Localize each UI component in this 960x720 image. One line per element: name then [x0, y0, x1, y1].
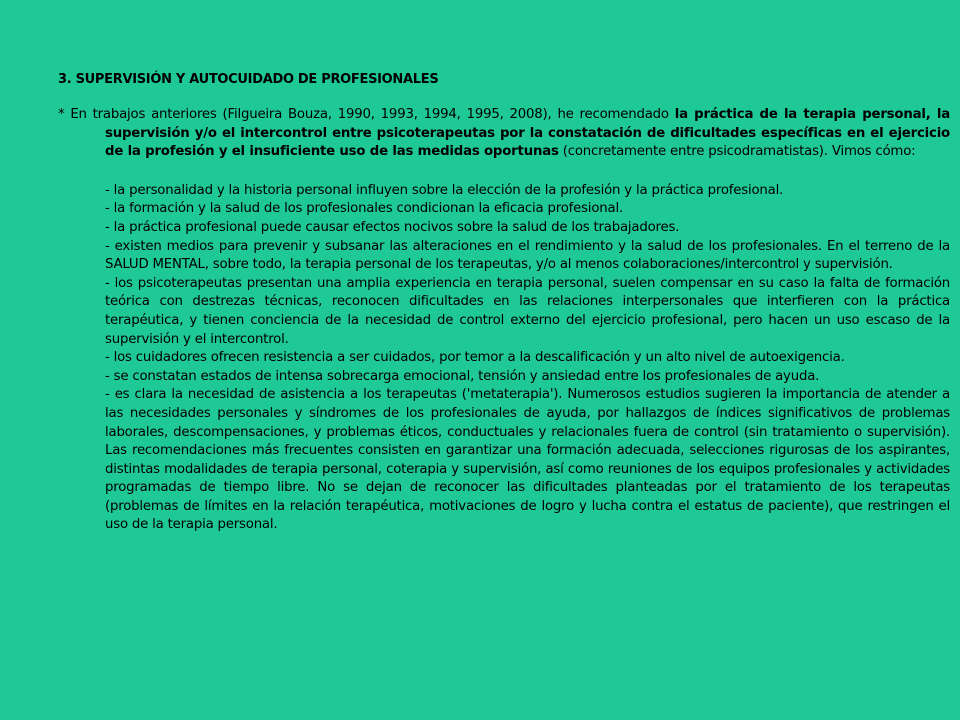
- bullet-item: - existen medios para prevenir y subsanar las alteraciones en el rendimiento y la salud de los profesionales. En el terreno de la SALUD MENTAL, sobre todo, la terapia personal de los terapeutas, y/o al menos colaboraciones/intercontrol y supervisión.: [105, 238, 950, 273]
- slide-content: [58, 72, 950, 535]
- bullet-item: - la formación y la salud de los profesionales condicionan la eficacia profesional.: [105, 201, 623, 217]
- bullet-item: - se constatan estados de intensa sobrecarga emocional, tensión y ansiedad entre los profesionales de ayuda.: [105, 368, 820, 384]
- bullet-item: - los cuidadores ofrecen resistencia a ser cuidados, por temor a la descalificación y un alto nivel de autoexigencia.: [105, 350, 845, 366]
- bullet-list: [58, 182, 950, 535]
- intro-paragraph: [58, 106, 950, 162]
- bullet-item: - es clara la necesidad de asistencia a los terapeutas ('metaterapia'). Numerosos estudios sugieren la importancia de atender a las necesidades personales y síndromes de los profesionales de ayuda, por hallazgos de índices significativos de problemas laborales, descompensaciones, y problemas éticos, conductuales y relacionales fuera de control (sin tratamiento o supervisión). Las recomendaciones más frecuentes consisten en garantizar una formación adecuada, selecciones rigurosas de los aspirantes, distintas modalidades de terapia personal, coterapia y supervisión, así como reuniones de los equipos profesionales y actividades programadas de tiempo libre. No se dejan de reconocer las dificultades planteadas por el tratamiento de los terapeutas (problemas de límites en la relación terapéutica, motivaciones de logro y lucha contra el estatus de paciente), que restringen el uso de la terapia personal.: [105, 387, 950, 533]
- bullet-item: - la personalidad y la historia personal influyen sobre la elección de la profesión y la práctica profesional.: [105, 182, 784, 198]
- section-title: 3. SUPERVISIÓN Y AUTOCUIDADO DE PROFESIONALES: [58, 72, 439, 87]
- intro-prefix: * En trabajos anteriores (Filgueira Bouza, 1990, 1993, 1994, 1995, 2008), he recomendado: [58, 107, 675, 122]
- bullet-item: - los psicoterapeutas presentan una amplia experiencia en terapia personal, suelen compensar en su caso la falta de formación teórica con destrezas técnicas, reconocen dificultades en las relaciones interpersonales que interfieren con la práctica terapéutica, y tienen conciencia de la necesidad de control externo del ejercicio profesional, pero hacen un uso escaso de la supervisión y el intercontrol.: [105, 275, 950, 347]
- intro-suffix: (concretamente entre psicodramatistas). Vimos cómo:: [558, 144, 916, 160]
- bullet-item: - la práctica profesional puede causar efectos nocivos sobre la salud de los trabajadores.: [105, 219, 680, 235]
- intro-bold-text: la práctica de la terapia personal, la supervisión y/o el intercontrol entre psicoterapeutas por la constatación de dificultades específicas en el ejercicio de la profesión y el insuficiente uso de las medidas oportunas: [105, 107, 950, 160]
